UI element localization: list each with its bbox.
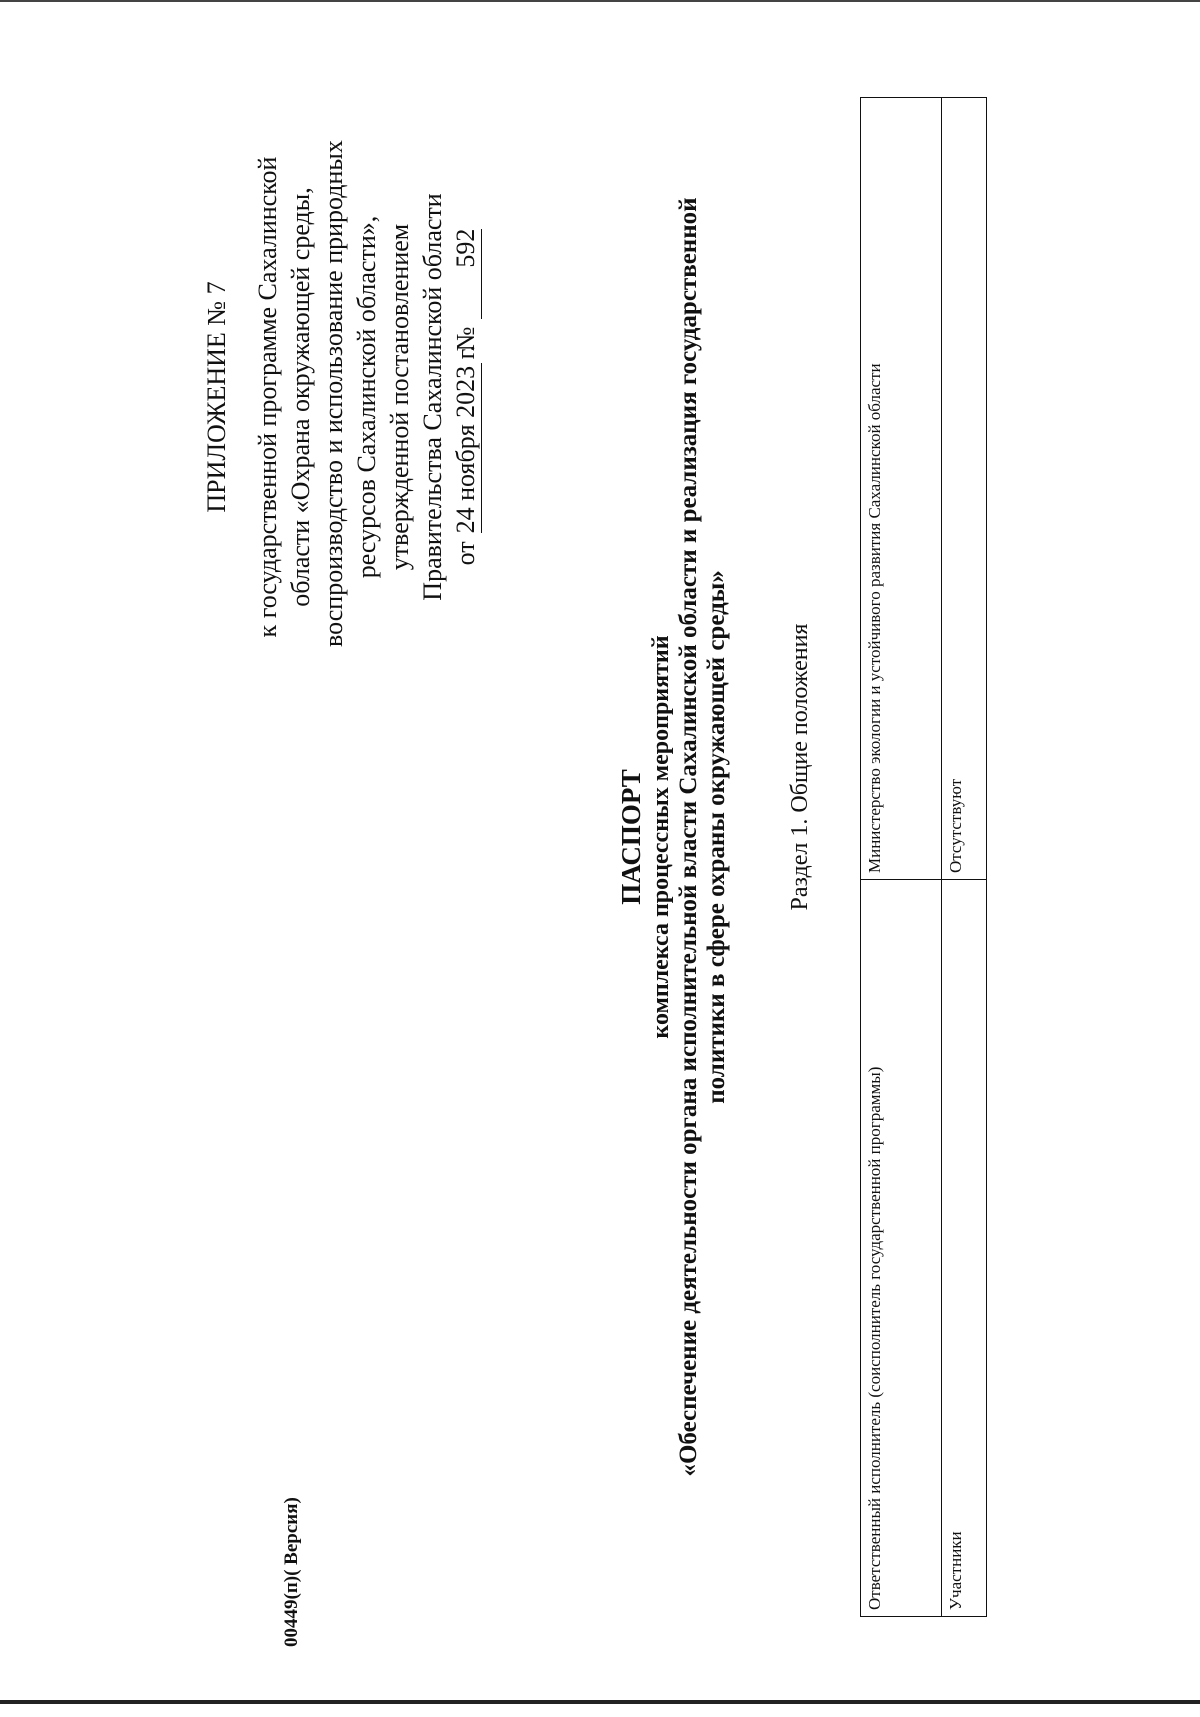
- appendix-line: ресурсов Сахалинской области»,: [352, 215, 381, 579]
- table-row: [942, 98, 987, 1617]
- table-cell-value: Отсутствуют: [942, 98, 987, 880]
- version-stamp: 00449(п)( Версия): [281, 1497, 302, 1647]
- appendix-line: области «Охрана окружающей среды,: [286, 187, 315, 607]
- table-cell-label: Участники: [942, 880, 987, 1617]
- passport-name-line: «Обеспечение деятельности органа исполнительной власти Сахалинской области и реализация государственной: [675, 197, 702, 1477]
- table-cell-label: Ответственный исполнитель (соисполнитель государственной программы): [861, 880, 942, 1617]
- appendix-heading: ПРИЛОЖЕНИЕ № 7: [202, 281, 231, 513]
- passport-title-block: [615, 107, 731, 1567]
- decree-reference: [449, 147, 482, 647]
- section-title: Раздел 1. Общие положения: [787, 623, 813, 911]
- appendix-line: утвержденной постановлением: [385, 223, 414, 571]
- passport-name-line: политики в сфере охраны окружающей среды»: [703, 570, 730, 1104]
- appendix-line: к государственной программе Сахалинской: [253, 156, 282, 638]
- table-row: [861, 98, 942, 1617]
- passport-subtitle: комплекса процессных мероприятий: [648, 635, 674, 1039]
- appendix-line: воспроизводство и использование природных: [319, 140, 348, 647]
- passport-title: ПАСПОРТ: [616, 769, 646, 905]
- general-provisions-table: [860, 97, 987, 1617]
- number-label: №: [451, 326, 480, 352]
- table-cell-value: Министерство экологии и устойчивого развития Сахалинской области: [861, 98, 942, 880]
- appendix-block: [200, 140, 482, 647]
- scan-edge-bottom: [0, 1700, 1200, 1704]
- appendix-line: Правительства Сахалинской области: [418, 193, 447, 601]
- decree-date: 24 ноября 2023 г.: [451, 345, 480, 534]
- decree-number: 592: [451, 229, 482, 319]
- from-label: от: [451, 541, 480, 566]
